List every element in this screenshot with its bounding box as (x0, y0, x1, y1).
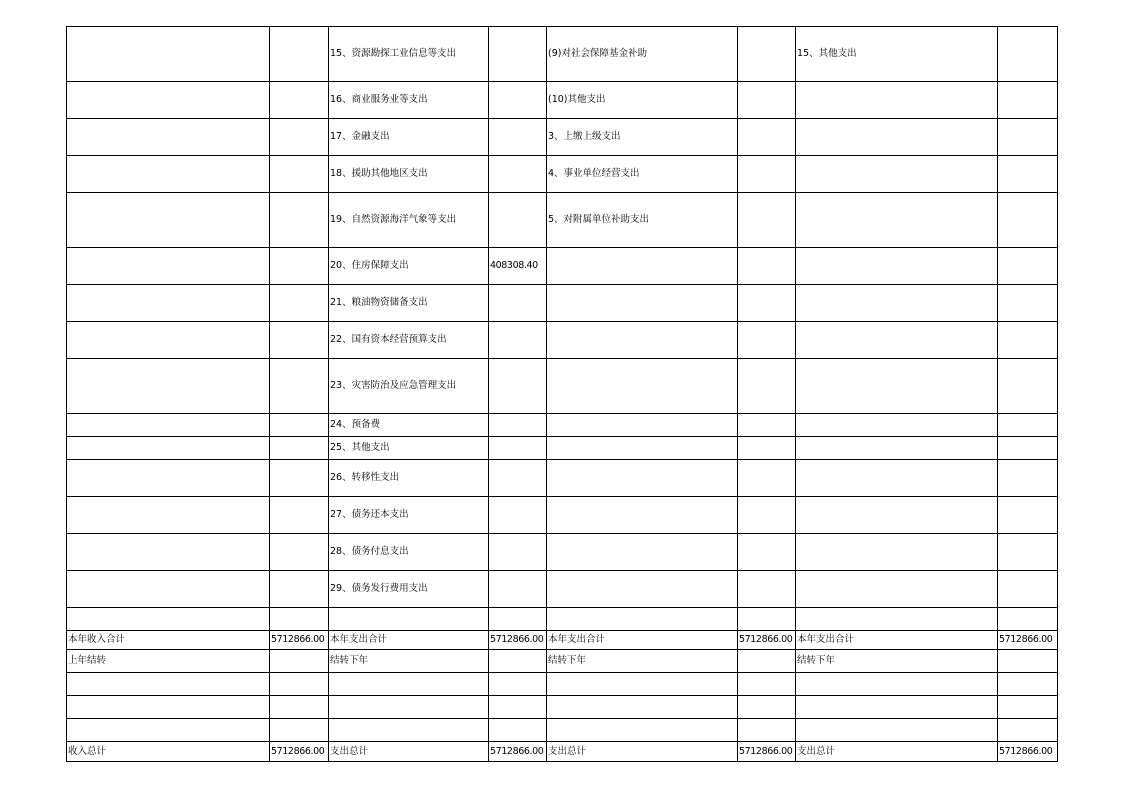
expense-econ-amount-cell: 5712866.00 (738, 631, 796, 650)
income-amount-cell: 5712866.00 (270, 742, 329, 762)
other-amount-cell (998, 359, 1058, 414)
table-row (67, 82, 1058, 119)
expense-amount-cell (489, 719, 547, 742)
other-amount-cell: 5712866.00 (998, 742, 1058, 762)
expense-item-cell: 27、债务还本支出 (329, 497, 489, 534)
other-amount-cell (998, 534, 1058, 571)
income-amount-cell (270, 673, 329, 696)
table-row (67, 193, 1058, 248)
other-amount-cell (998, 437, 1058, 460)
expense-item-cell: 21、粮油物资储备支出 (329, 285, 489, 322)
income-item-cell (67, 156, 270, 193)
other-item-cell (796, 534, 998, 571)
income-item-cell (67, 322, 270, 359)
expense-econ-item-cell: (9)对社会保障基金补助 (547, 27, 738, 82)
other-item-cell (796, 673, 998, 696)
income-item-cell (67, 82, 270, 119)
expense-econ-amount-cell (738, 82, 796, 119)
expense-econ-item-cell (547, 248, 738, 285)
income-amount-cell (270, 497, 329, 534)
expense-econ-amount-cell (738, 460, 796, 497)
expense-item-cell: 26、转移性支出 (329, 460, 489, 497)
income-amount-cell (270, 460, 329, 497)
income-item-cell (67, 248, 270, 285)
expense-econ-amount-cell (738, 156, 796, 193)
table-row (67, 631, 1058, 650)
income-item-cell (67, 608, 270, 631)
other-amount-cell (998, 285, 1058, 322)
other-amount-cell: 5712866.00 (998, 631, 1058, 650)
expense-econ-item-cell (547, 359, 738, 414)
income-item-cell (67, 696, 270, 719)
expense-item-cell: 29、债务发行费用支出 (329, 571, 489, 608)
expense-amount-cell (489, 571, 547, 608)
other-amount-cell (998, 119, 1058, 156)
income-item-cell (67, 285, 270, 322)
expense-amount-cell: 5712866.00 (489, 631, 547, 650)
table-row (67, 719, 1058, 742)
expense-amount-cell (489, 82, 547, 119)
table-row (67, 460, 1058, 497)
income-amount-cell (270, 82, 329, 119)
income-item-cell (67, 119, 270, 156)
income-amount-cell (270, 193, 329, 248)
expense-item-cell: 25、其他支出 (329, 437, 489, 460)
expense-amount-cell (489, 460, 547, 497)
other-item-cell: 结转下年 (796, 650, 998, 673)
expense-item-cell: 22、国有资本经营预算支出 (329, 322, 489, 359)
expense-item-cell: 16、商业服务业等支出 (329, 82, 489, 119)
table-row (67, 650, 1058, 673)
expense-amount-cell (489, 285, 547, 322)
expense-item-cell (329, 696, 489, 719)
expense-econ-item-cell (547, 534, 738, 571)
other-item-cell (796, 437, 998, 460)
expense-item-cell: 24、预备费 (329, 414, 489, 437)
expense-amount-cell (489, 534, 547, 571)
expense-econ-amount-cell (738, 359, 796, 414)
other-item-cell (796, 497, 998, 534)
expense-econ-item-cell: 3、上缴上级支出 (547, 119, 738, 156)
income-item-cell: 收入总计 (67, 742, 270, 762)
other-item-cell (796, 82, 998, 119)
other-item-cell (796, 608, 998, 631)
table-row (67, 608, 1058, 631)
expense-econ-item-cell: 4、事业单位经营支出 (547, 156, 738, 193)
other-amount-cell (998, 460, 1058, 497)
income-item-cell (67, 571, 270, 608)
other-item-cell (796, 156, 998, 193)
expense-econ-amount-cell (738, 322, 796, 359)
other-item-cell (796, 696, 998, 719)
income-amount-cell (270, 414, 329, 437)
expense-econ-item-cell (547, 285, 738, 322)
other-item-cell (796, 119, 998, 156)
other-item-cell (796, 359, 998, 414)
income-item-cell (67, 27, 270, 82)
expense-econ-amount-cell (738, 534, 796, 571)
expense-econ-item-cell (547, 673, 738, 696)
income-item-cell (67, 437, 270, 460)
expense-econ-item-cell: 支出总计 (547, 742, 738, 762)
income-item-cell (67, 534, 270, 571)
expense-econ-item-cell (547, 571, 738, 608)
table-row (67, 742, 1058, 762)
income-amount-cell (270, 248, 329, 285)
income-item-cell (67, 359, 270, 414)
expense-amount-cell (489, 119, 547, 156)
expense-econ-amount-cell (738, 193, 796, 248)
expense-econ-item-cell: 本年支出合计 (547, 631, 738, 650)
expense-item-cell: 15、资源勘探工业信息等支出 (329, 27, 489, 82)
expense-amount-cell (489, 322, 547, 359)
income-amount-cell (270, 359, 329, 414)
income-amount-cell (270, 119, 329, 156)
expense-econ-amount-cell (738, 414, 796, 437)
other-amount-cell (998, 696, 1058, 719)
expense-item-cell: 19、自然资源海洋气象等支出 (329, 193, 489, 248)
income-amount-cell (270, 437, 329, 460)
table-row (67, 414, 1058, 437)
other-item-cell (796, 285, 998, 322)
income-amount-cell: 5712866.00 (270, 631, 329, 650)
other-item-cell (796, 248, 998, 285)
table-row (67, 571, 1058, 608)
other-item-cell (796, 193, 998, 248)
other-amount-cell (998, 27, 1058, 82)
expense-econ-item-cell (547, 460, 738, 497)
income-amount-cell (270, 571, 329, 608)
income-amount-cell (270, 534, 329, 571)
expense-econ-amount-cell (738, 696, 796, 719)
expense-amount-cell (489, 27, 547, 82)
expense-amount-cell (489, 193, 547, 248)
table-row (67, 156, 1058, 193)
income-amount-cell (270, 608, 329, 631)
expense-amount-cell: 5712866.00 (489, 742, 547, 762)
expense-amount-cell (489, 497, 547, 534)
table-row (67, 248, 1058, 285)
expense-econ-item-cell: (10)其他支出 (547, 82, 738, 119)
other-amount-cell (998, 414, 1058, 437)
other-item-cell (796, 571, 998, 608)
budget-table (66, 26, 1058, 762)
expense-amount-cell (489, 608, 547, 631)
table-row (67, 285, 1058, 322)
expense-item-cell: 20、住房保障支出 (329, 248, 489, 285)
other-item-cell (796, 322, 998, 359)
other-amount-cell (998, 650, 1058, 673)
other-item-cell (796, 719, 998, 742)
expense-amount-cell (489, 650, 547, 673)
table-row (67, 322, 1058, 359)
expense-amount-cell (489, 673, 547, 696)
expense-econ-item-cell (547, 608, 738, 631)
expense-item-cell: 支出总计 (329, 742, 489, 762)
expense-econ-item-cell: 5、对附属单位补助支出 (547, 193, 738, 248)
other-amount-cell (998, 571, 1058, 608)
expense-econ-amount-cell (738, 497, 796, 534)
income-amount-cell (270, 719, 329, 742)
income-amount-cell (270, 27, 329, 82)
expense-econ-item-cell (547, 497, 738, 534)
expense-econ-amount-cell (738, 650, 796, 673)
expense-econ-amount-cell (738, 437, 796, 460)
income-amount-cell (270, 322, 329, 359)
table-row (67, 673, 1058, 696)
expense-item-cell: 18、援助其他地区支出 (329, 156, 489, 193)
other-amount-cell (998, 322, 1058, 359)
table-row (67, 359, 1058, 414)
income-item-cell (67, 193, 270, 248)
expense-econ-item-cell (547, 437, 738, 460)
income-item-cell: 上年结转 (67, 650, 270, 673)
table-row (67, 534, 1058, 571)
expense-item-cell (329, 719, 489, 742)
expense-econ-item-cell (547, 696, 738, 719)
expense-amount-cell (489, 156, 547, 193)
other-amount-cell (998, 248, 1058, 285)
income-amount-cell (270, 696, 329, 719)
expense-amount-cell (489, 359, 547, 414)
income-item-cell (67, 719, 270, 742)
expense-amount-cell (489, 414, 547, 437)
other-amount-cell (998, 719, 1058, 742)
expense-item-cell: 23、灾害防治及应急管理支出 (329, 359, 489, 414)
table-row (67, 497, 1058, 534)
expense-econ-amount-cell (738, 248, 796, 285)
other-amount-cell (998, 156, 1058, 193)
expense-item-cell: 结转下年 (329, 650, 489, 673)
expense-econ-amount-cell: 5712866.00 (738, 742, 796, 762)
expense-econ-amount-cell (738, 119, 796, 156)
other-item-cell: 15、其他支出 (796, 27, 998, 82)
expense-econ-item-cell (547, 719, 738, 742)
table-body (67, 27, 1058, 762)
income-item-cell (67, 497, 270, 534)
table-row (67, 119, 1058, 156)
other-amount-cell (998, 193, 1058, 248)
other-amount-cell (998, 673, 1058, 696)
expense-amount-cell (489, 437, 547, 460)
expense-item-cell: 17、金融支出 (329, 119, 489, 156)
table-row (67, 437, 1058, 460)
expense-item-cell: 28、债务付息支出 (329, 534, 489, 571)
expense-item-cell (329, 608, 489, 631)
expense-econ-item-cell (547, 322, 738, 359)
income-item-cell (67, 460, 270, 497)
expense-amount-cell (489, 696, 547, 719)
table-row (67, 696, 1058, 719)
income-amount-cell (270, 156, 329, 193)
expense-item-cell: 本年支出合计 (329, 631, 489, 650)
other-amount-cell (998, 82, 1058, 119)
expense-item-cell (329, 673, 489, 696)
income-item-cell (67, 673, 270, 696)
other-amount-cell (998, 497, 1058, 534)
income-item-cell: 本年收入合计 (67, 631, 270, 650)
table-row (67, 27, 1058, 82)
expense-econ-amount-cell (738, 285, 796, 322)
other-item-cell: 本年支出合计 (796, 631, 998, 650)
income-item-cell (67, 414, 270, 437)
income-amount-cell (270, 285, 329, 322)
income-amount-cell (270, 650, 329, 673)
other-item-cell (796, 414, 998, 437)
expense-econ-amount-cell (738, 608, 796, 631)
expense-econ-amount-cell (738, 571, 796, 608)
expense-econ-amount-cell (738, 673, 796, 696)
expense-econ-item-cell: 结转下年 (547, 650, 738, 673)
other-item-cell: 支出总计 (796, 742, 998, 762)
expense-econ-item-cell (547, 414, 738, 437)
expense-econ-amount-cell (738, 719, 796, 742)
expense-econ-amount-cell (738, 27, 796, 82)
other-amount-cell (998, 608, 1058, 631)
expense-amount-cell: 408308.40 (489, 248, 547, 285)
other-item-cell (796, 460, 998, 497)
